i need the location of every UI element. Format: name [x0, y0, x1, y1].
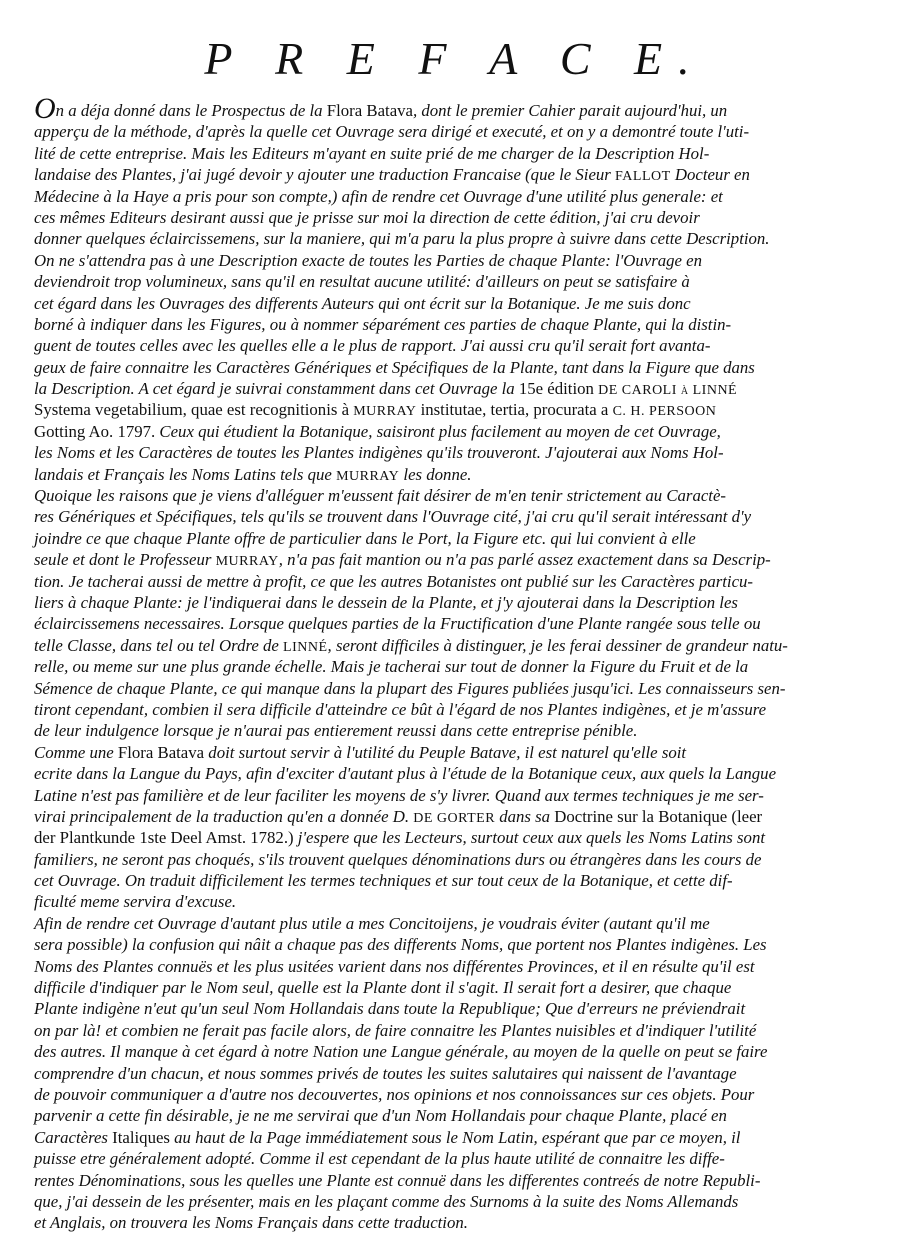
text-line — [34, 592, 874, 613]
text-segment: telle Classe, dans tel ou tel Ordre de — [34, 635, 284, 655]
text-segment: la Description. A cet égard je suivrai constamment dans cet Ouvrage la — [34, 379, 519, 399]
text-segment: FALLOT — [615, 169, 671, 185]
text-line — [34, 314, 874, 335]
text-line — [34, 421, 874, 442]
text-line — [34, 977, 874, 998]
text-segment: Docteur en — [670, 165, 750, 185]
text-line — [34, 485, 874, 506]
text-segment: Ceux qui étudient la Botanique, saisiront plus facilement au moyen de cet Ouvrage, — [155, 421, 721, 441]
text-line — [34, 913, 874, 934]
text-line — [34, 207, 874, 228]
text-segment: MURRAY — [353, 404, 417, 420]
text-segment: au haut de la Page immédiatement sous le Nom Latin, espérant que par ce moyen, il — [169, 1127, 741, 1147]
text-line — [34, 678, 874, 699]
text-segment: ces mêmes Editeurs desirant aussi que je prisse sur moi la direction de cette édition, j'ai cru devoir — [34, 207, 700, 227]
text-line — [34, 785, 874, 806]
text-segment: cet Ouvrage. On traduit difficilement les termes techniques et sur tout ceux de la Botanique, et cette dif- — [34, 871, 733, 891]
text-line — [34, 250, 874, 271]
text-line — [34, 699, 874, 720]
text-line — [34, 143, 874, 164]
text-segment: Comme une — [34, 742, 118, 762]
text-segment: familiers, ne seront pas choqués, s'ils trouvent quelques dénominations durs ou étrangères dans les cours de — [34, 849, 762, 869]
text-segment: Médecine à la Haye a pris pour son compte,) afin de rendre cet Ouvrage d'une utilité plus generale: et — [34, 186, 723, 206]
text-segment: MURRAY — [215, 554, 279, 570]
text-line — [34, 164, 874, 185]
text-segment: les Noms et les Caractères de toutes les Plantes indigènes qu'ils trouveront. J'ajouterai aux Noms Hol- — [34, 443, 724, 463]
text-segment: puisse etre généralement adopté. Comme il est cependant de la plus haute utilité de connaitre les diffe- — [34, 1149, 725, 1169]
text-segment: der Plantkunde 1ste Deel Amst. 1782.) — [34, 828, 294, 848]
text-segment: des autres. Il manque à cet égard à notre Nation une Langue générale, au moyen de la quelle on peut se faire — [34, 1042, 768, 1062]
text-segment: LINNÉ — [283, 639, 328, 655]
text-segment: Caractères — [34, 1127, 113, 1147]
text-segment: les donne. — [399, 464, 472, 484]
text-line — [34, 506, 874, 527]
text-line — [34, 1105, 874, 1126]
text-segment: institutae, tertia, procurata a — [416, 400, 613, 420]
text-line — [34, 357, 874, 378]
text-segment: ficulté meme servira d'excuse. — [34, 892, 237, 912]
text-segment: res Génériques et Spécifiques, tels qu'ils se trouvent dans l'Ouvrage cité, j'ai cru qu'il serait intéressant d'y — [34, 507, 752, 527]
text-segment: , dont le premier Cahier parait aujourd'hui, un — [413, 101, 728, 120]
text-segment: lité de cette entreprise. Mais les Editeurs m'ayant en suite prié de me charger de la Description Hol- — [34, 143, 710, 163]
text-segment: landaise des Plantes, j'ai jugé devoir y ajouter une traduction Francaise (que le Sieur — [34, 165, 616, 185]
text-segment: DE GORTER — [413, 810, 496, 826]
text-segment: Flora Batava — [117, 742, 205, 762]
text-segment: geux de faire connaitre les Caractères Génériques et Spécifiques de la Plante, tant dans la Figure que dans — [34, 357, 755, 377]
text-line — [34, 720, 874, 741]
text-line — [34, 335, 874, 356]
text-segment: apperçu de la méthode, d'après la quelle cet Ouvrage sera dirigé et executé, et on y a demontré toute l'uti- — [34, 122, 750, 142]
text-segment: ecrite dans la Langue du Pays, afin d'exciter d'autant plus à l'étude de la Botanique ceux, aux quels la Langue — [34, 764, 777, 784]
text-line — [34, 1212, 874, 1233]
text-segment: , seront difficiles à distinguer, je les ferai dessiner de grandeur natu- — [327, 635, 788, 655]
text-line — [34, 956, 874, 977]
text-segment: Latine n'est pas familière et de leur faciliter les moyens de s'y livrer. Quand aux termes techniques je me ser- — [34, 785, 764, 805]
text-segment: cet égard dans les Ouvrages des differents Auteurs qui ont écrit sur la Botanique. Je me suis donc — [34, 293, 691, 313]
text-line — [34, 998, 874, 1019]
text-segment: tion. Je tacherai aussi de mettre à profit, ce que les autres Botanistes ont publié sur les Caractères particu- — [34, 571, 754, 591]
text-line — [34, 934, 874, 955]
text-segment: de leur indulgence lorsque je n'aurai pas entierement reussi dans cette entreprise pénible. — [34, 721, 638, 741]
text-line — [34, 870, 874, 891]
text-segment: n a déja donné dans le Prospectus de la — [55, 101, 327, 120]
text-segment: sera possible) la confusion qui nâit a chaque pas des differents Noms, que portent nos Plantes indigènes. Les — [34, 935, 767, 955]
text-segment: Systema vegetabilium, quae est recognitionis à — [34, 400, 354, 420]
text-line — [34, 271, 874, 292]
text-segment: Flora Batava — [326, 101, 413, 120]
text-segment: doit surtout servir à l'utilité du Peuple Batave, il est naturel qu'elle soit — [204, 742, 687, 762]
text-segment: On ne s'attendra pas à une Description exacte de toutes les Parties de chaque Plante: l'Ouvrage en — [34, 250, 703, 270]
text-segment: difficile d'indiquer par le Nom seul, quelle est la Plante dont il s'agit. Il serait fort a desirer, que chaque — [34, 978, 732, 998]
text-segment: C. H. PERSOON — [612, 404, 717, 420]
text-line — [34, 806, 874, 827]
text-line — [34, 742, 874, 763]
text-line — [34, 464, 874, 485]
text-line — [34, 891, 874, 912]
text-segment: 15e édition — [518, 379, 594, 399]
text-segment: de pouvoir communiquer a d'autre nos decouvertes, nos opinions et nos connoissances sur ces objets. Pour — [34, 1084, 755, 1104]
text-line — [34, 549, 874, 570]
text-line — [34, 121, 874, 142]
text-segment: comprendre d'un chacun, et nous sommes privés de toutes les suites salutaires qui naissent de l'avantage — [34, 1063, 737, 1083]
text-segment: borné à indiquer dans les Figures, ou à nommer séparément ces parties de chaque Plante, qui la distin- — [34, 314, 732, 334]
text-segment: tiront cependant, combien il sera difficile d'atteindre ce bût à l'égard de nos Plantes indigènes, et je m'assure — [34, 699, 767, 719]
preface-body — [34, 92, 874, 1234]
text-line — [34, 1084, 874, 1105]
text-segment: que, j'ai dessein de les présenter, mais en les plaçant comme des Surnoms à la suite des Noms Allemands — [34, 1191, 739, 1211]
text-segment: dans sa — [495, 806, 555, 826]
drop-cap: O — [34, 92, 56, 125]
text-line — [34, 186, 874, 207]
text-line — [34, 442, 874, 463]
text-segment: parvenir a cette fin désirable, je ne me servirai que d'un Nom Hollandais pour chaque Plante, placé en — [34, 1106, 727, 1126]
text-segment: landais et Français les Noms Latins tels que — [34, 464, 337, 484]
text-line — [34, 1191, 874, 1212]
text-segment: relle, ou meme sur une plus grande échelle. Mais je tacherai sur tout de donner la Figure du Fruit et de la — [34, 657, 749, 677]
text-segment: , n'a pas fait mantion ou n'a pas parlé assez exactement dans sa Descrip- — [278, 550, 771, 570]
text-segment: guent de toutes celles avec les quelles elle a le plus de rapport. J'ai aussi cru qu'il serait fort avanta- — [34, 336, 711, 356]
text-segment: j'espere que les Lecteurs, surtout ceux aux quels les Noms Latins sont — [293, 828, 765, 848]
text-line — [34, 378, 874, 399]
text-segment: Plante indigène n'eut qu'un seul Nom Hollandais dans toute la Republique; Que d'erreurs ne préviendrait — [34, 999, 746, 1019]
text-segment: Afin de rendre cet Ouvrage d'autant plus utile a mes Concitoijens, je voudrais éviter (autant qu'il me — [34, 913, 710, 933]
text-line — [34, 571, 874, 592]
text-line — [34, 613, 874, 634]
text-segment: Doctrine sur la Botanique (leer — [554, 806, 763, 826]
text-segment: Quoique les raisons que je viens d'alléguer m'eussent fait désirer de m'en tenir strictement au Caractè- — [34, 486, 726, 506]
text-segment: joindre ce que chaque Plante offre de particulier dans le Port, la Figure etc. qui lui convient à elle — [34, 528, 696, 548]
text-line — [34, 1148, 874, 1169]
text-segment: Italiques — [112, 1127, 170, 1147]
text-line — [34, 228, 874, 249]
text-segment: et Anglais, on trouvera les Noms Français dans cette traduction. — [34, 1213, 468, 1233]
text-segment: éclaircissemens necessaires. Lorsque quelques parties de la Fructification d'une Plante rangée sous telle ou — [34, 614, 761, 634]
text-segment: liers à chaque Plante: je l'indiquerai dans le dessein de la Plante, et j'y ajouterai dans la Description les — [34, 592, 738, 612]
text-segment: donner quelques éclaircissemens, sur la maniere, qui m'a paru la plus propre à suivre dans cette Description. — [34, 229, 770, 249]
text-line — [34, 399, 874, 420]
text-line — [34, 293, 874, 314]
text-segment: deviendroit trop volumineux, sans qu'il en resultat aucune utilité: d'ailleurs on peut se satisfaire à — [34, 272, 690, 292]
text-line — [34, 1063, 874, 1084]
text-line — [34, 1170, 874, 1191]
text-segment: virai principalement de la traduction qu'en a donnée D. — [34, 806, 414, 826]
text-segment: on par là! et combien ne ferait pas facile alors, de faire connaitre les Plantes nuisibles et d'indiquer l'utilité — [34, 1020, 757, 1040]
text-line — [34, 1020, 874, 1041]
text-segment: seule et dont le Professeur — [34, 550, 216, 570]
text-line — [34, 1127, 874, 1148]
text-line — [34, 92, 874, 125]
text-line — [34, 849, 874, 870]
text-segment: rentes Dénominations, sous les quelles une Plante est connuë dans les differentes contreés de notre Republi- — [34, 1170, 761, 1190]
text-segment: Gotting Ao. 1797. — [34, 421, 156, 441]
page-title: P R E F A C E. — [204, 33, 706, 84]
text-segment: Sémence de chaque Plante, ce qui manque dans la plupart des Figures publiées jusqu'ici. Les connaisseurs sen- — [34, 678, 786, 698]
text-segment: Noms des Plantes connuës et les plus usitées varient dans nos différentes Provinces, et il en résulte qu'il est — [34, 956, 755, 976]
text-line — [34, 763, 874, 784]
text-line — [34, 528, 874, 549]
text-line — [34, 1041, 874, 1062]
text-segment: MURRAY — [336, 468, 400, 484]
text-line — [34, 656, 874, 677]
text-line — [34, 827, 874, 848]
text-segment: DE CAROLI à LINNÉ — [598, 383, 738, 399]
text-line — [34, 635, 874, 656]
